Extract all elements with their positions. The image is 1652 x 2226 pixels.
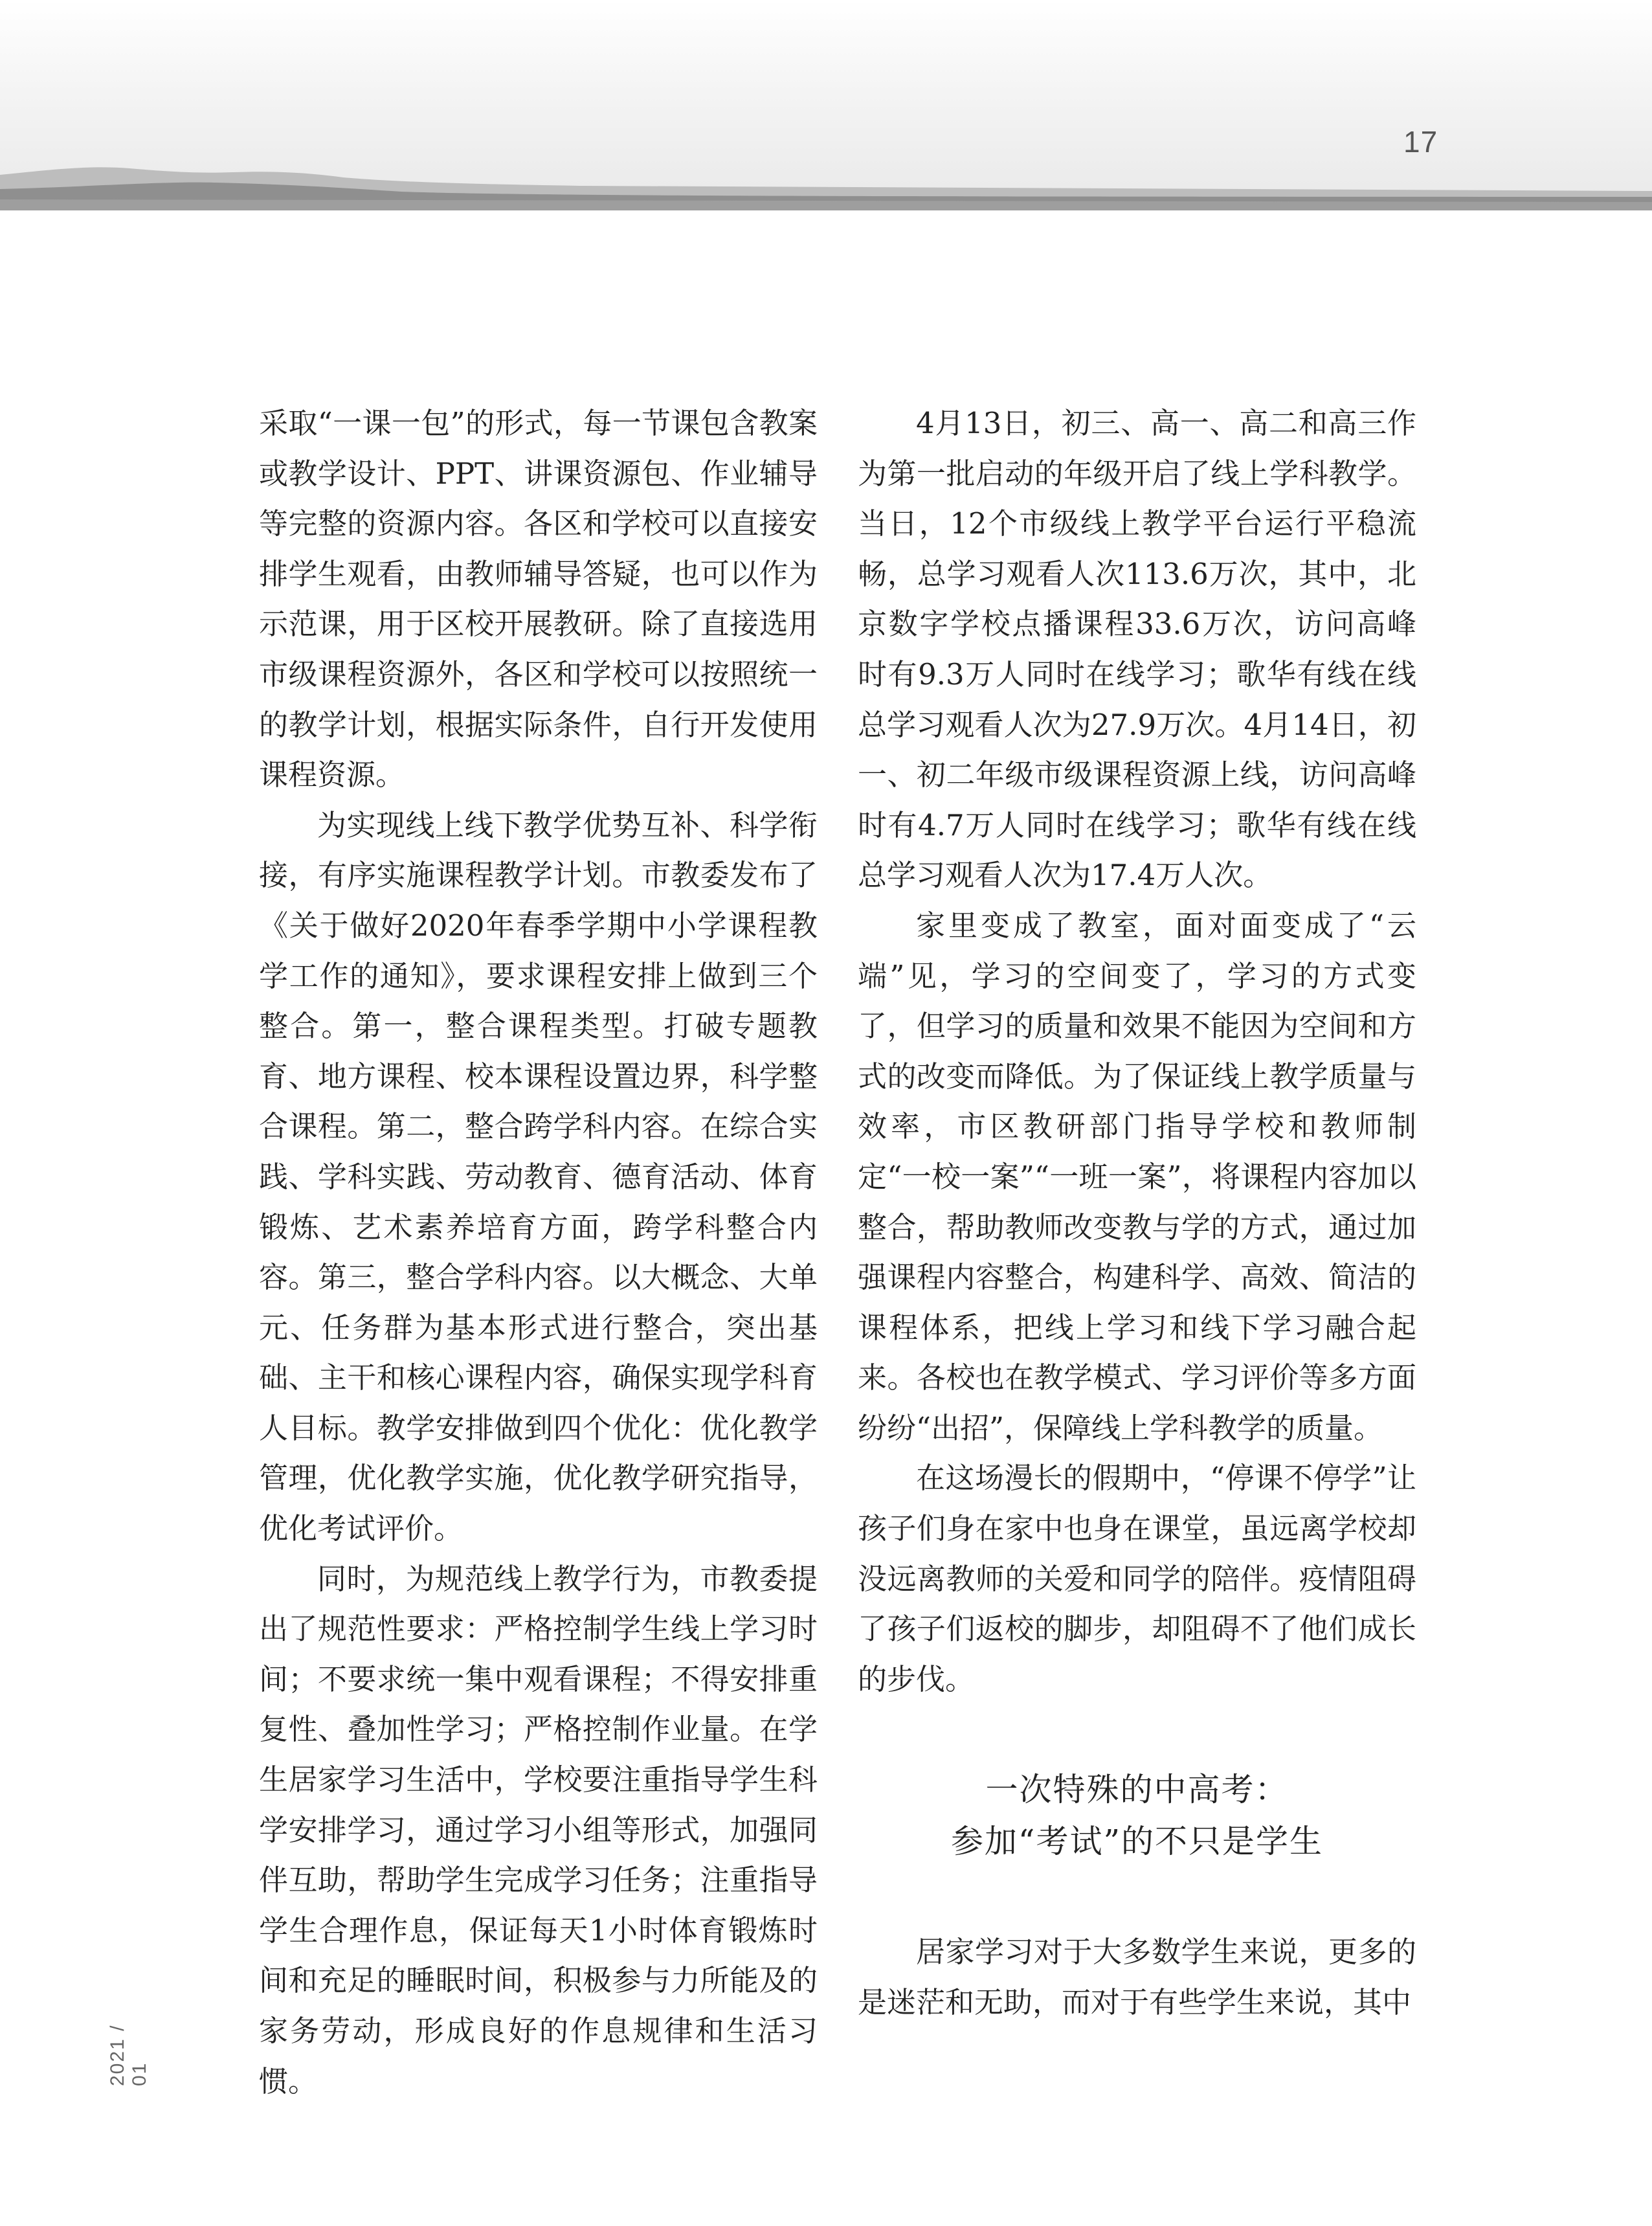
section-heading xyxy=(858,1764,1416,1867)
body-paragraph: 居家学习对于大多数学生来说，更多的是迷茫和无助，而对于有些学生来说，其中 xyxy=(858,1935,1416,2020)
body-paragraph: 在这场漫长的假期中，“停课不停学”让孩子们身在家中也身在课堂，虽远离学校却没远离教师的关爱和同学的陪伴。疫情阻碍了孩子们返校的脚步，却阻碍不了他们成长的步伐。 xyxy=(858,1461,1416,1696)
issue-label: 2021 / 01 xyxy=(107,2024,150,2086)
right-column xyxy=(858,398,1416,2028)
body-paragraph: 为实现线上线下教学优势互补、科学衔接，有序实施课程教学计划。市教委发布了《关于做好2020年春季学期中小学课程教学工作的通知》，要求课程安排上做到三个整合。第一，整合课程类型。打破专题教育、地方课程、校本课程设置边界，科学整合课程。第二，整合跨学科内容。在综合实践、学科实践、劳动教育、德育活动、体育锻炼、艺术素养培育方面，跨学科整合内容。第三，整合学科内容。以大概念、大单元、任务群为基本形式进行整合，突出基础、主干和核心课程内容，确保实现学科育人目标。教学安排做到四个优化：优化教学管理，优化教学实施，优化教学研究指导，优化考试评价。 xyxy=(259,807,818,1546)
body-paragraph: 采取“一课一包”的形式，每一节课包含教案或教学设计、PPT、讲课资源包、作业辅导等完整的资源内容。各区和学校可以直接安排学生观看，由教师辅导答疑，也可以作为示范课，用于区校开展教研。除了直接选用市级课程资源外，各区和学校可以按照统一的教学计划，根据实际条件，自行开发使用课程资源。 xyxy=(259,406,818,793)
left-column xyxy=(259,398,818,2106)
page-number: 17 xyxy=(1403,125,1438,159)
body-paragraph: 同时，为规范线上教学行为，市教委提出了规范性要求：严格控制学生线上学习时间；不要求统一集中观看课程；不得安排重复性、叠加性学习；严格控制作业量。在学生居家学习生活中，学校要注重指导学生科学安排学习，通过学习小组等形式，加强同伴互助，帮助学生完成学习任务；注重指导学生合理作息，保证每天1小时体育锻炼时间和充足的睡眠时间，积极参与力所能及的家务劳动，形成良好的作息规律和生活习惯。 xyxy=(259,1561,818,2098)
body-paragraph: 家里变成了教室，面对面变成了“云端”见，学习的空间变了，学习的方式变了，但学习的质量和效果不能因为空间和方式的改变而降低。为了保证线上教学质量与效率，市区教研部门指导学校和教师制定“一校一案”“一班一案”，将课程内容加以整合，帮助教师改变教与学的方式，通过加强课程内容整合，构建科学、高效、简洁的课程体系，把线上学习和线下学习融合起来。各校也在教学模式、学习评价等多方面纷纷“出招”，保障线上学科教学的质量。 xyxy=(858,908,1416,1445)
body-paragraph: 4月13日，初三、高一、高二和高三作为第一批启动的年级开启了线上学科教学。当日，12个市级线上教学平台运行平稳流畅，总学习观看人次113.6万次，其中，北京数字学校点播课程33.6万次，访问高峰时有9.3万人同时在线学习；歌华有线在线总学习观看人次为27.9万次。4月14日，初一、初二年级市级课程资源上线，访问高峰时有4.7万人同时在线学习；歌华有线在线总学习观看人次为17.4万人次。 xyxy=(858,406,1416,893)
section-heading-line-1: 一次特殊的中高考： xyxy=(985,1771,1289,1809)
section-heading-line-2: 参加“考试”的不只是学生 xyxy=(950,1823,1324,1861)
